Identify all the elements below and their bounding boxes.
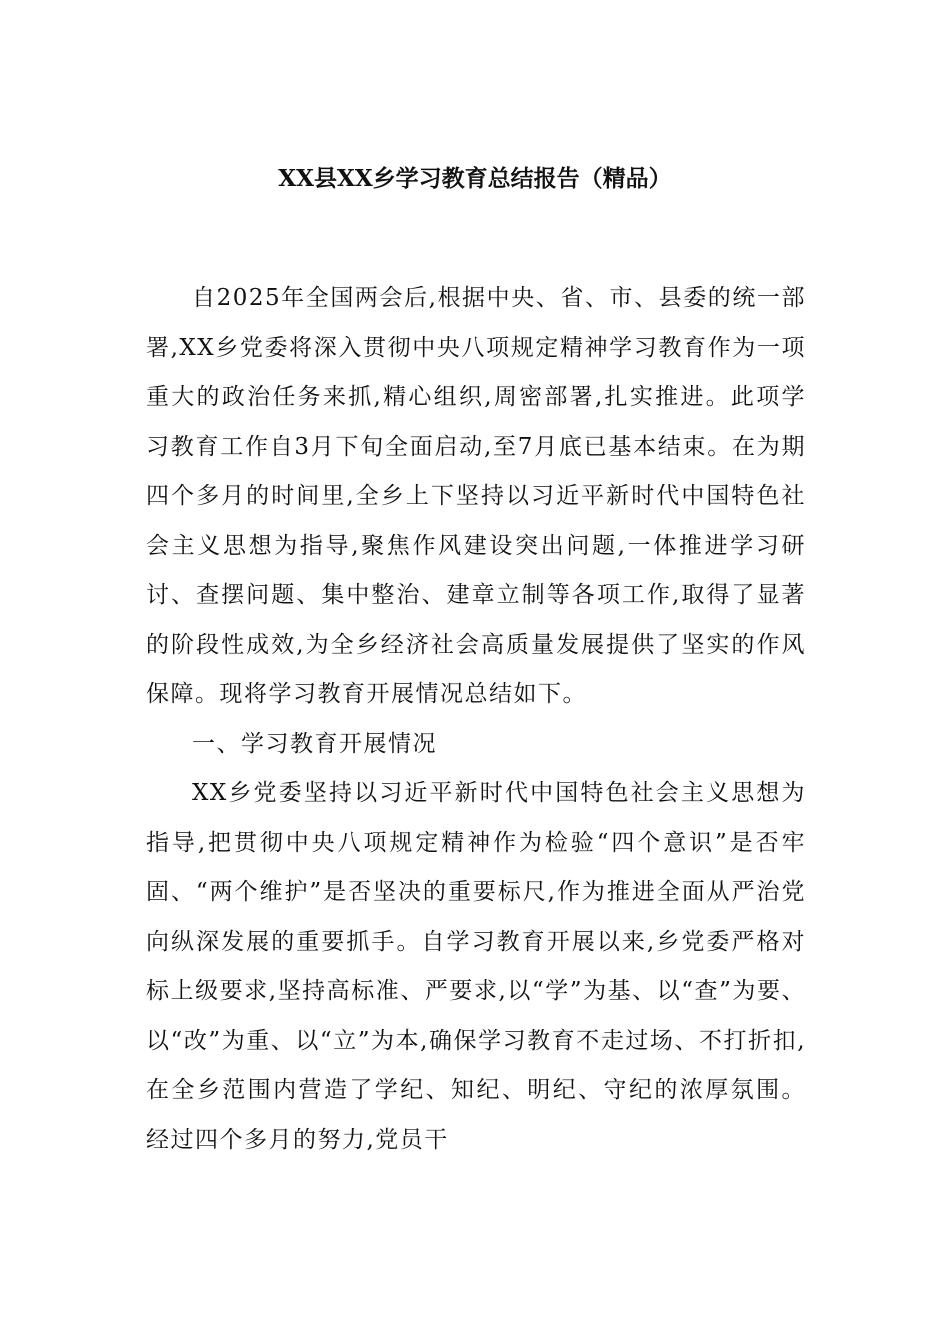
document-body xyxy=(146,274,806,1165)
section-paragraph: XX乡党委坚持以习近平新时代中国特色社会主义思想为指导,把贯彻中央八项规定精神作为检验“四个意识”是否牢固、“两个维护”是否坚决的重要标尺,作为推进全面从严治党向纵深发展的重要抓手。自学习教育开展以来,乡党委严格对标上级要求,坚持高标准、严要求,以“学”为基、以“查”为要、以“改”为重、以“立”为本,确保学习教育不走过场、不打折扣,在全乡范围内营造了学纪、知纪、明纪、守纪的浓厚氛围。经过四个多月的努力,党员干 xyxy=(146,780,806,1153)
section-heading: 一、学习教育开展情况 xyxy=(192,730,437,757)
intro-paragraph: 自2025年全国两会后,根据中央、省、市、县委的统一部署,XX乡党委将深入贯彻中央八项规定精神学习教育作为一项重大的政治任务来抓,精心组织,周密部署,扎实推进。此项学习教育工作自3月下旬全面启动,至7月底已基本结束。在为期四个多月的时间里,全乡上下坚持以习近平新时代中国特色社会主义思想为指导,聚焦作风建设突出问题,一体推进学习研讨、查摆问题、集中整治、建章立制等各项工作,取得了显著的阶段性成效,为全乡经济社会高质量发展提供了坚实的作风保障。现将学习教育开展情况总结如下。 xyxy=(146,285,806,707)
document-title: XX县XX乡学习教育总结报告（精品） xyxy=(278,165,672,192)
